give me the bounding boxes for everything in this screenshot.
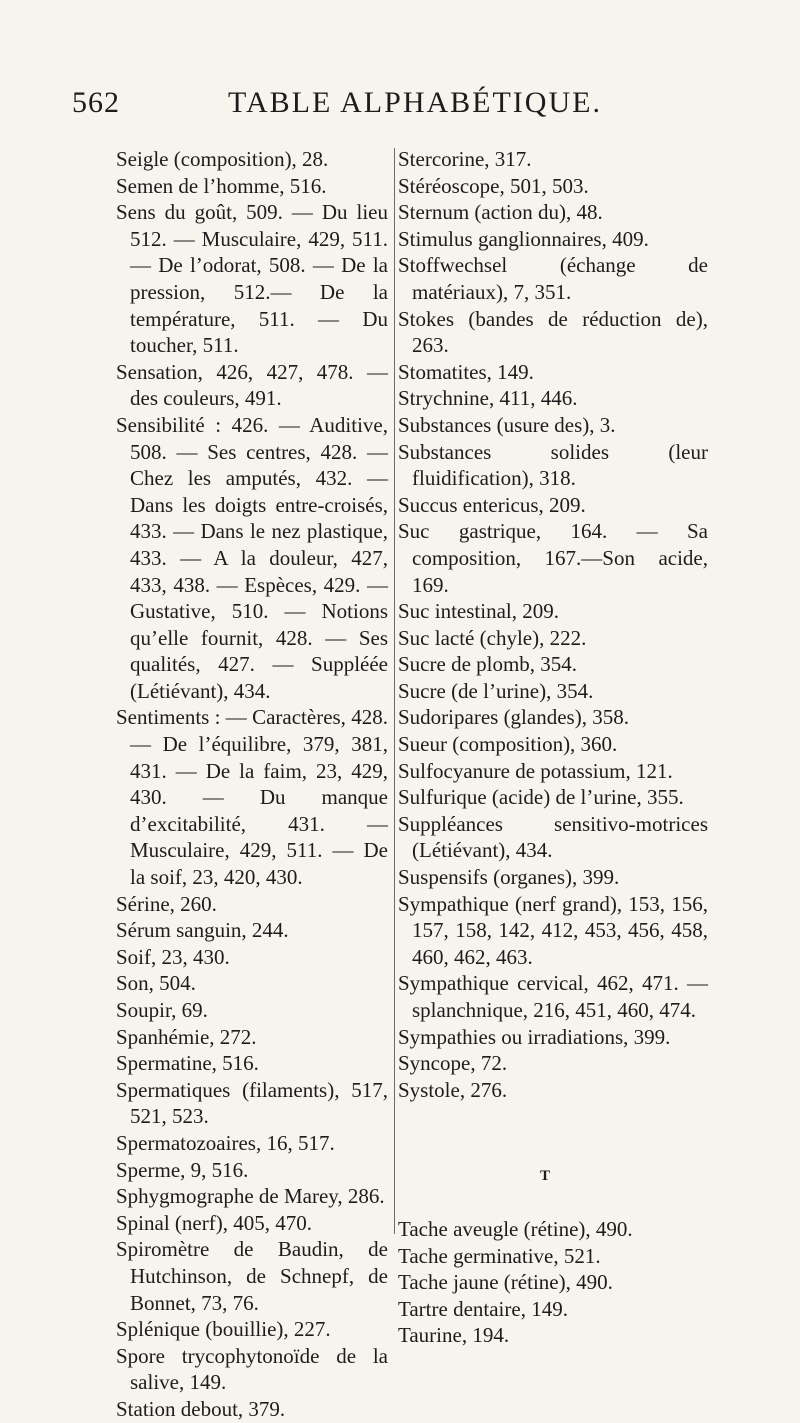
index-entry: Stimulus ganglionnaires, 409. xyxy=(398,226,649,251)
index-entry: Semen de l’homme, 516. xyxy=(116,173,327,198)
page-header xyxy=(0,86,800,126)
index-entry: Stéréoscope, 501, 503. xyxy=(398,173,589,198)
index-entry: Sérum sanguin, 244. xyxy=(116,918,289,943)
index-entry: Tache aveugle (rétine), 490. xyxy=(398,1216,633,1241)
index-entry: Sensibilité : 426. — Auditive, 508. — Ses centres, 428. — Chez les amputés, 432. — Dans les doigts entre-croisés, 433. — Dans le nez plastique, 433. — A la douleur, 427, 433, 438. — Espèces, 429. — Gustative, 510. — Notions qu’elle fournit, 428. — Ses qualités, 427. — Suppléée (Létiévant), 434. xyxy=(116,412,388,703)
section-t-entries xyxy=(398,1216,708,1349)
index-entry: Strychnine, 411, 446. xyxy=(398,386,578,411)
index-entry: Stercorine, 317. xyxy=(398,147,532,171)
index-entry: Spermatine, 516. xyxy=(116,1051,259,1076)
index-entry: Soif, 23, 430. xyxy=(116,944,230,969)
index-entry: Sudoripares (glandes), 358. xyxy=(398,705,629,730)
index-entry: Spanhémie, 272. xyxy=(116,1024,257,1049)
index-entry: Splénique (bouillie), 227. xyxy=(116,1317,331,1342)
index-entry: Sentiments : — Caractères, 428. — De l’équilibre, 379, 381, 431. — De la faim, 23, 429, 430. — Du manque d’excitabilité, 431. — Musculaire, 429, 511. — De la soif, 23, 420, 430. xyxy=(116,705,388,890)
index-entry: Spermatozoaires, 16, 517. xyxy=(116,1130,335,1155)
index-entry: Tartre dentaire, 149. xyxy=(398,1296,568,1321)
index-entry: Spinal (nerf), 405, 470. xyxy=(116,1210,312,1235)
index-entry: Syncope, 72. xyxy=(398,1051,508,1076)
index-entry: Sucre de plomb, 354. xyxy=(398,652,578,677)
index-entry: Stokes (bandes de réduction de), 263. xyxy=(398,306,708,358)
index-entry: Spiromètre de Baudin, de Hutchinson, de Schnepf, de Bonnet, 73, 76. xyxy=(116,1237,388,1315)
index-entry: Sensation, 426, 427, 478. — des couleurs, 491. xyxy=(116,359,388,411)
index-entry: Sympathique (nerf grand), 153, 156, 157, 158, 142, 412, 453, 456, 458, 460, 462, 463. xyxy=(398,891,708,969)
index-entry: Sympathique cervical, 462, 471. — splanchnique, 216, 451, 460, 474. xyxy=(398,971,708,1022)
index-entry: Spore trycophytonoïde de la salive, 149. xyxy=(116,1343,388,1395)
index-entry: Station debout, 379. xyxy=(116,1396,286,1421)
index-entry: Sphygmographe de Marey, 286. xyxy=(116,1184,385,1209)
left-column xyxy=(116,146,388,1423)
index-entry: Sperme, 9, 516. xyxy=(116,1157,249,1182)
index-entry: Sternum (action du), 48. xyxy=(398,200,603,225)
index-entry: Seigle (composition), 28. xyxy=(116,147,329,171)
index-entry: Sympathies ou irradiations, 399. xyxy=(398,1024,671,1049)
right-column xyxy=(398,146,708,1349)
page-number: 562 xyxy=(72,86,120,119)
index-entry: Suc gastrique, 164. — Sa composition, 167.—Son acide, 169. xyxy=(398,519,708,597)
index-entry: Suc lacté (chyle), 222. xyxy=(398,625,587,650)
index-entry: Sucre (de l’urine), 354. xyxy=(398,678,594,703)
index-entry: Taurine, 194. xyxy=(398,1323,510,1348)
index-entry: Substances solides (leur fluidification), 318. xyxy=(398,439,708,491)
index-entry: Soupir, 69. xyxy=(116,998,208,1022)
index-entry: Tache jaune (rétine), 490. xyxy=(398,1270,613,1295)
index-entry: Suc intestinal, 209. xyxy=(398,599,559,624)
index-entry: Tache germinative, 521. xyxy=(398,1243,601,1268)
index-entry: Sueur (composition), 360. xyxy=(398,732,618,757)
index-entry: Stomatites, 149. xyxy=(398,359,534,384)
section-letter-t: T xyxy=(539,1168,550,1185)
index-entry: Suppléances sensitivo-motrices (Létiévant), 434. xyxy=(398,811,708,863)
index-entry: Son, 504. xyxy=(116,971,196,996)
right-column-entries xyxy=(398,146,708,1103)
index-entry: Substances (usure des), 3. xyxy=(398,412,616,437)
index-entry: Sérine, 260. xyxy=(116,891,217,916)
index-entry: Spermatiques (filaments), 517, 521, 523. xyxy=(116,1077,388,1129)
index-entry: Sulfocyanure de potassium, 121. xyxy=(398,758,673,783)
column-divider xyxy=(394,148,395,1234)
index-entry: Stoffwechsel (échange de matériaux), 7, 351. xyxy=(398,253,708,304)
index-entry: Systole, 276. xyxy=(398,1077,508,1102)
index-entry: Suspensifs (organes), 399. xyxy=(398,865,620,890)
index-entry: Succus entericus, 209. xyxy=(398,492,586,517)
running-title: TABLE ALPHABÉTIQUE. xyxy=(228,86,602,119)
index-entry: Sens du goût, 509. — Du lieu 512. — Musculaire, 429, 511. — De l’odorat, 508. — De la pression, 512.— De la température, 511. — Du toucher, 511. xyxy=(116,200,388,358)
index-entry: Sulfurique (acide) de l’urine, 355. xyxy=(398,785,684,810)
